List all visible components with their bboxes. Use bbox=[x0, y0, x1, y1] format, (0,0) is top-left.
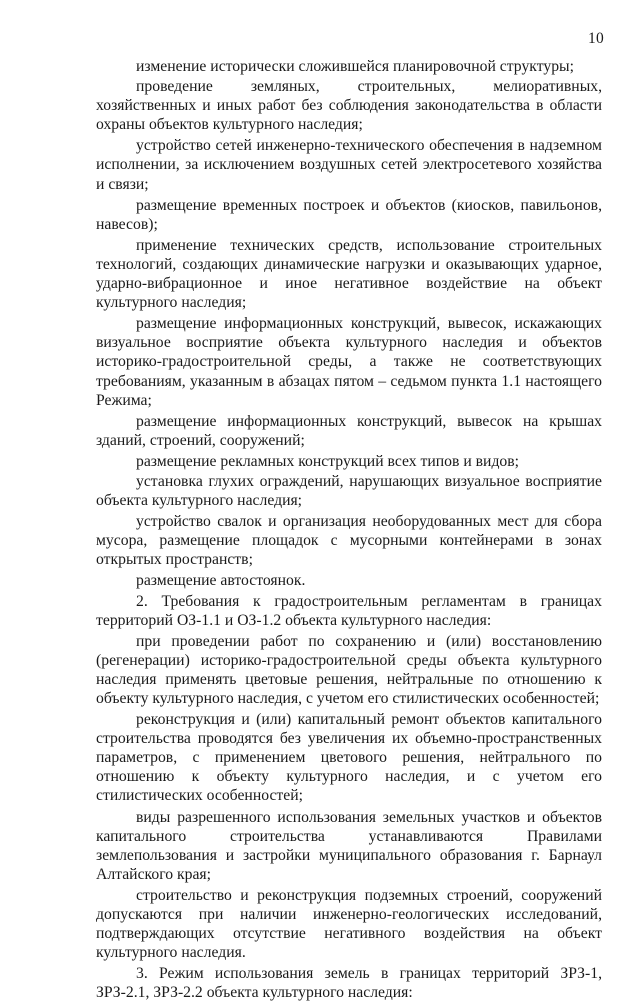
paragraph: виды разрешенного использования земельных участков и объектов капитального строительства устанавливаются Правилами землепользования и застройки муниципального образования г. Барнаул Алтайского края; bbox=[96, 808, 602, 883]
paragraph: размещение временных построек и объектов (киосков, павильонов, навесов); bbox=[96, 196, 602, 233]
paragraph: размещение информационных конструкций, вывесок на крышах зданий, строений, сооружений; bbox=[96, 412, 602, 449]
paragraph: устройство сетей инженерно-технического обеспечения в надземном исполнении, за исключением воздушных сетей электросетевого хозяйства и связи; bbox=[96, 137, 602, 193]
paragraph: изменение исторически сложившейся планировочной структуры; bbox=[136, 58, 574, 75]
section-paragraph: 2. Требования к градостроительным регламентам в границах территорий ОЗ-1.1 и ОЗ-1.2 объекта культурного наследия: bbox=[96, 592, 602, 629]
paragraph: строительство и реконструкция подземных строений, сооружений допускаются при наличии инженерно-геологических исследований, подтверждающих отсутствие негативного воздействия на объект культурного наследия. bbox=[96, 886, 602, 962]
paragraph: установка глухих ограждений, нарушающих визуальное восприятие объекта культурного наследия; bbox=[96, 472, 602, 510]
paragraph: размещение рекламных конструкций всех типов и видов; bbox=[136, 452, 520, 470]
paragraph: реконструкция и (или) капитальный ремонт объектов капитального строительства проводятся без увеличения их объемно-пространственных параметров, с применением цветового решения, нейтрального по отношению к объекту культурного наследия, и с учетом его стилистических особенностей; bbox=[96, 711, 602, 805]
paragraph: устройство свалок и организация необорудованных мест для сбора мусора, размещение площадок с мусорными контейнерами в зонах открытых пространств; bbox=[96, 513, 602, 569]
paragraph: при проведении работ по сохранению и (или) восстановлению (регенерации) историко-градостроительной среды объекта культурного наследия применять цветовые решения, нейтральные по отношению к объекту культурного наследия, с учетом его стилистических особенностей; bbox=[96, 632, 602, 707]
section-paragraph: 3. Режим использования земель в границах территорий ЗРЗ-1, ЗРЗ-2.1, ЗРЗ-2.2 объекта культурного наследия: bbox=[96, 965, 602, 1002]
document-body bbox=[96, 57, 602, 1005]
page-number: 10 bbox=[588, 30, 605, 47]
paragraph: применение технических средств, использование строительных технологий, создающих динамические нагрузки и оказывающих ударное, ударно-вибрационное и иное негативное воздействие на объект культурного наследия; bbox=[96, 236, 602, 312]
paragraph: размещение информационных конструкций, вывесок, искажающих визуальное восприятие объекта культурного наследия и объектов историко-градостроительной среды, а также не соответствующих требованиям, указанным в абзацах пятом – седьмом пункта 1.1 настоящего Режима; bbox=[96, 315, 602, 409]
paragraph: проведение земляных, строительных, мелиоративных, хозяйственных и иных работ без соблюдения законодательства в области охраны объектов культурного наследия; bbox=[96, 78, 602, 134]
paragraph: размещение автостоянок. bbox=[136, 572, 306, 590]
